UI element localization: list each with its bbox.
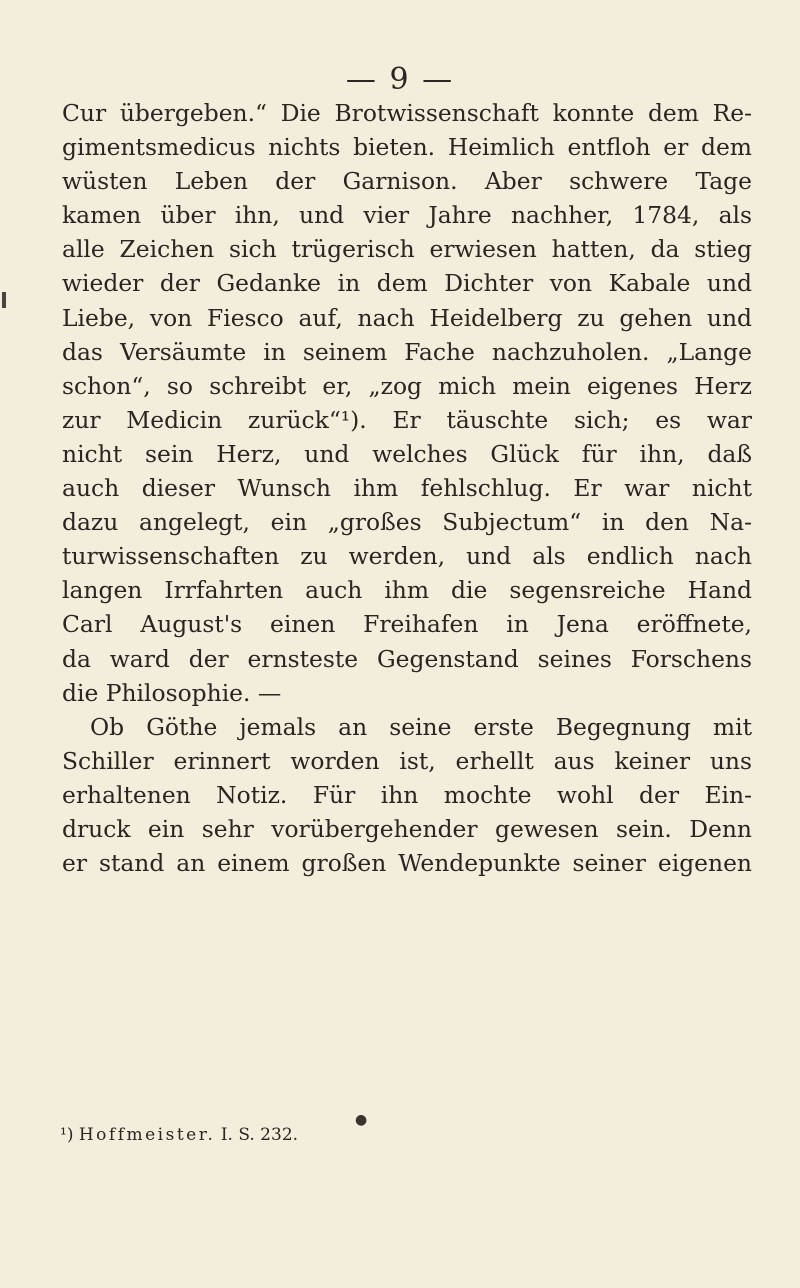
- text-line: Liebe, von Fiesco auf, nach Heidelberg zu gehen und: [62, 303, 752, 332]
- text-line: wieder der Gedanke in dem Dichter von Kabale und: [62, 269, 752, 298]
- text-line: die Philosophie. —: [62, 678, 282, 707]
- text-line: erhaltenen Notiz. Für ihn mochte wohl der Ein-: [62, 780, 752, 809]
- text-line: zur Medicin zurück“¹). Er täuschte sich; es war: [62, 405, 752, 434]
- text-line: Carl August's einen Freihafen in Jena eröffnete,: [62, 610, 752, 639]
- footnote-reference: I. S. 232.: [220, 1125, 299, 1145]
- text-line: Schiller erinnert worden ist, erhellt aus keiner uns: [62, 746, 752, 775]
- body-text: [62, 96, 752, 880]
- text-line: Cur übergeben.“ Die Brotwissenschaft konnte dem Re-: [62, 99, 752, 127]
- page-edge-mark: [2, 292, 6, 308]
- text-line: alle Zeichen sich trügerisch erwiesen hatten, da stieg: [62, 235, 752, 264]
- footnote-author: Hoffmeister.: [78, 1125, 216, 1145]
- text-line: nicht sein Herz, und welches Glück für ihn, daß: [62, 439, 752, 468]
- footnote-marker: ¹): [60, 1125, 74, 1145]
- text-line: gimentsmedicus nichts bieten. Heimlich entfloh er dem: [62, 133, 752, 162]
- text-line: dazu angelegt, ein „großes Subjectum“ in den Na-: [62, 508, 752, 537]
- text-line: Ob Göthe jemals an seine erste Begegnung mit: [90, 712, 752, 741]
- text-line: er stand an einem großen Wendepunkte seiner eigenen: [62, 849, 752, 878]
- text-line: kamen über ihn, und vier Jahre nachher, 1784, als: [62, 201, 752, 230]
- text-line: langen Irrfahrten auch ihm die segensreiche Hand: [62, 576, 752, 605]
- footnote: [60, 1125, 298, 1145]
- text-line: turwissenschaften zu werden, und als endlich nach: [62, 542, 752, 571]
- text-line: da ward der ernsteste Gegenstand seines Forschens: [62, 644, 752, 673]
- text-line: druck ein sehr vorübergehender gewesen sein. Denn: [62, 814, 752, 843]
- text-line: das Versäumte in seinem Fache nachzuholen. „Lange: [62, 337, 752, 366]
- text-line: schon“, so schreibt er, „zog mich mein eigenes Herz: [62, 371, 752, 400]
- footnote-divider-mark: ●: [355, 1112, 368, 1128]
- page-number-header: — 9 —: [345, 62, 455, 97]
- text-line: auch dieser Wunsch ihm fehlschlug. Er war nicht: [62, 474, 752, 503]
- text-line: wüsten Leben der Garnison. Aber schwere Tage: [62, 167, 752, 196]
